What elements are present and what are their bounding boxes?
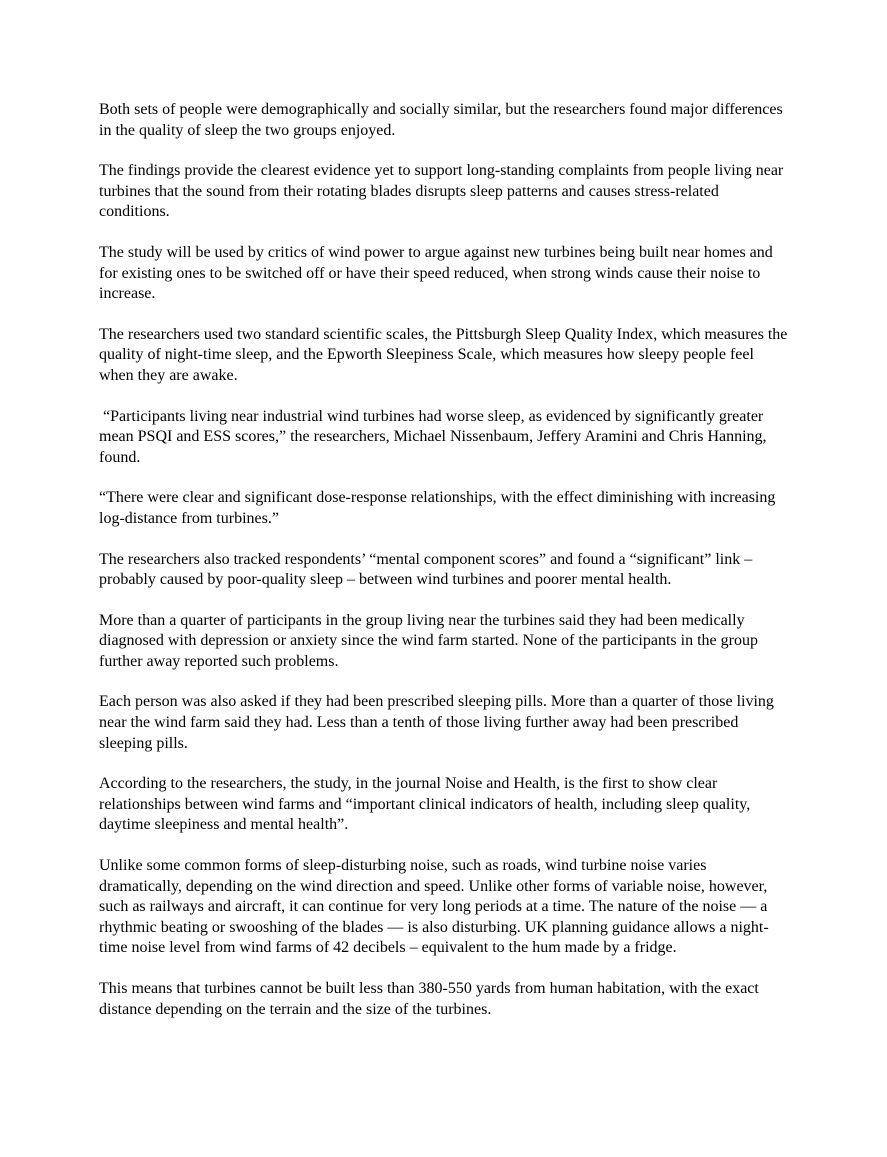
paragraph: The researchers used two standard scientific scales, the Pittsburgh Sleep Quality Index, which measures the quality of night-time sleep, and the Epworth Sleepiness Scale, which measures how sleepy people feel when they are awake. [99, 325, 792, 384]
paragraph: This means that turbines cannot be built less than 380-550 yards from human habitation, with the exact distance depending on the terrain and the size of the turbines. [99, 980, 763, 1018]
paragraph: Unlike some common forms of sleep-disturbing noise, such as roads, wind turbine noise varies dramatically, depending on the wind direction and speed. Unlike other forms of variable noise, however, such as railways and aircraft, it can continue for very long periods at a time. The nature of the noise — a rhythmic beating or swooshing of the blades — is also disturbing. UK planning guidance allows a night-time noise level from wind farms of 42 decibels – equivalent to the hum made by a fridge. [99, 857, 772, 957]
paragraph: The researchers also tracked respondents’ “mental component scores” and found a “significant” link – probably caused by poor-quality sleep – between wind turbines and poorer mental health. [99, 550, 757, 589]
paragraph: More than a quarter of participants in the group living near the turbines said they had been medically diagnosed with depression or anxiety since the wind farm started. None of the participants in the group further away reported such problems. [99, 611, 762, 670]
paragraph: According to the researchers, the study, in the journal Noise and Health, is the first to show clear relationships between wind farms and “important clinical indicators of health, including sleep quality, daytime sleepiness and mental health”. [99, 775, 755, 834]
paragraph: The findings provide the clearest evidence yet to support long-standing complaints from people living near turbines that the sound from their rotating blades disrupts sleep patterns and causes stress-related conditions. [99, 162, 788, 221]
paragraph: Each person was also asked if they had been prescribed sleeping pills. More than a quarter of those living near the wind farm said they had. Less than a tenth of those living further away had been prescribed sleeping pills. [99, 693, 778, 752]
paragraph: “Participants living near industrial wind turbines had worse sleep, as evidenced by significantly greater mean PSQI and ESS scores,” the researchers, Michael Nissenbaum, Jeffery Aramini and Chris Hanning, found. [99, 407, 771, 466]
paragraph: The study will be used by critics of wind power to argue against new turbines being built near homes and for existing ones to be switched off or have their speed reduced, when strong winds cause their noise to increase. [99, 243, 777, 303]
paragraph: Both sets of people were demographically and socially similar, but the researchers found major differences in the quality of sleep the two groups enjoyed. [99, 101, 787, 139]
paragraph: “There were clear and significant dose-response relationships, with the effect diminishing with increasing log-distance from turbines.” [99, 489, 780, 527]
